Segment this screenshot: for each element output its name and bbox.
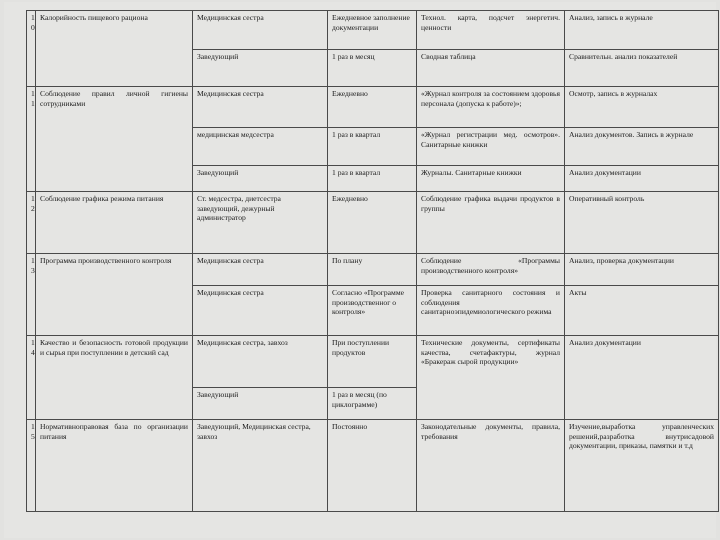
frequency: Согласно «Программе производственног о контроля» bbox=[328, 286, 417, 336]
documents: Проверка санитарного состояния и соблюдения санитарноэпидемиологического режима bbox=[417, 286, 565, 336]
table-row bbox=[27, 11, 719, 50]
result: Сравнительн. анализ показателей bbox=[565, 50, 719, 87]
responsible: Медицинская сестра bbox=[193, 11, 328, 50]
result: Анализ документации bbox=[565, 336, 719, 420]
responsible: медицинская медсестра bbox=[193, 128, 328, 166]
responsible: Заведующий, Медицинская сестра, завхоз bbox=[193, 420, 328, 512]
documents: «Журнал регистрации мед. осмотров». Санитарные книжки bbox=[417, 128, 565, 166]
row-number: 13 bbox=[27, 254, 36, 336]
result: Осмотр, запись в журналах bbox=[565, 87, 719, 128]
documents: Технол. карта, подсчет энергетич. ценности bbox=[417, 11, 565, 50]
responsible: Медицинская сестра bbox=[193, 286, 328, 336]
frequency: 1 раз в квартал bbox=[328, 128, 417, 166]
documents: Соблюдение «Программы производственного контроля» bbox=[417, 254, 565, 286]
result: Анализ, запись в журнале bbox=[565, 11, 719, 50]
frequency: Ежедневно bbox=[328, 87, 417, 128]
food-control-table bbox=[26, 10, 719, 512]
responsible: Заведующий bbox=[193, 166, 328, 192]
responsible: Медицинская сестра bbox=[193, 254, 328, 286]
row-number: 15 bbox=[27, 420, 36, 512]
result: Оперативный контроль bbox=[565, 192, 719, 254]
table-row bbox=[27, 87, 719, 128]
documents: Технические документы, сертификаты качества, счетафактуры, журнал «Бракераж сырой продукции» bbox=[417, 336, 565, 420]
responsible: Медицинская сестра, завхоз bbox=[193, 336, 328, 388]
table-row bbox=[27, 254, 719, 286]
frequency: При поступлении продуктов bbox=[328, 336, 417, 388]
result: Анализ документов. Запись в журнале bbox=[565, 128, 719, 166]
control-subject: Программа производственного контроля bbox=[36, 254, 193, 336]
frequency: Постоянно bbox=[328, 420, 417, 512]
documents: Журналы. Санитарные книжки bbox=[417, 166, 565, 192]
table-row bbox=[27, 420, 719, 512]
result: Анализ документации bbox=[565, 166, 719, 192]
responsible: Заведующий bbox=[193, 388, 328, 420]
control-subject: Нормативноправовая база по организации питания bbox=[36, 420, 193, 512]
control-subject: Соблюдение правил личной гигиены сотрудниками bbox=[36, 87, 193, 192]
result: Анализ, проверка документации bbox=[565, 254, 719, 286]
frequency: 1 раз в месяц (по циклограмме) bbox=[328, 388, 417, 420]
result: Изучение,выработка управленческих решений,разработка внутрисадовой документации, приказы, памятки и т.д bbox=[565, 420, 719, 512]
documents: Законодательные документы, правила, требования bbox=[417, 420, 565, 512]
result: Акты bbox=[565, 286, 719, 336]
row-number: 12 bbox=[27, 192, 36, 254]
row-number: 11 bbox=[27, 87, 36, 192]
control-subject: Соблюдение графика режима питания bbox=[36, 192, 193, 254]
documents: Соблюдение графика выдачи продуктов в группы bbox=[417, 192, 565, 254]
table-row bbox=[27, 336, 719, 388]
documents: Сводная таблица bbox=[417, 50, 565, 87]
row-number: 10 bbox=[27, 11, 36, 87]
control-subject: Качество и безопасность готовой продукции и сырья при поступлении в детский сад bbox=[36, 336, 193, 420]
frequency: Ежедневное заполнение документации bbox=[328, 11, 417, 50]
frequency: Ежедневно bbox=[328, 192, 417, 254]
responsible: Ст. медсестра, диетсестра заведующий, дежурный администратор bbox=[193, 192, 328, 254]
documents: «Журнал контроля за состоянием здоровья персонала (допуска к работе)»; bbox=[417, 87, 565, 128]
frequency: 1 раз в квартал bbox=[328, 166, 417, 192]
responsible: Медицинская сестра bbox=[193, 87, 328, 128]
responsible: Заведующий bbox=[193, 50, 328, 87]
frequency: 1 раз в месяц bbox=[328, 50, 417, 87]
frequency: По плану bbox=[328, 254, 417, 286]
table-row bbox=[27, 192, 719, 254]
control-subject: Калорийность пищевого рациона bbox=[36, 11, 193, 87]
row-number: 14 bbox=[27, 336, 36, 420]
document-page bbox=[4, 2, 716, 538]
